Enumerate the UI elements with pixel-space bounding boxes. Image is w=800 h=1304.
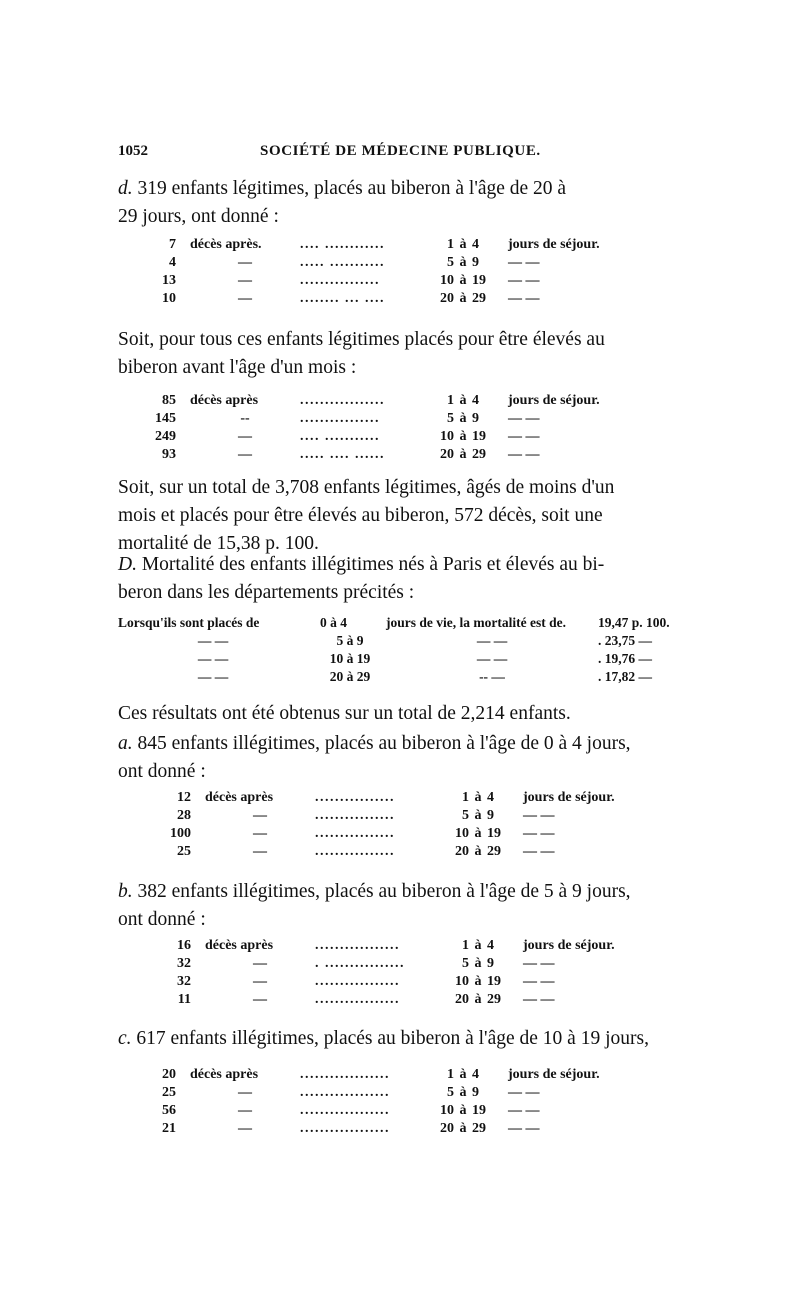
death-count: 25 [177, 844, 191, 859]
row-suffix: — — [508, 447, 540, 462]
death-count: 11 [177, 992, 191, 1007]
range-start: 10 [440, 1103, 454, 1118]
paragraph-line: 617 enfants illégitimes, placés au biberon à l'âge de 10 à 19 jours, [131, 1028, 649, 1049]
death-count: 32 [177, 974, 191, 989]
mortality-rate: 19,47 p. 100. [598, 615, 670, 630]
table-row [165, 789, 655, 807]
range-start: 5 [447, 411, 454, 426]
paragraph-a [118, 730, 693, 786]
range-separator: à [474, 956, 482, 971]
row-suffix: — — [508, 255, 540, 270]
range-start: 20 [440, 291, 454, 306]
row-suffix: jours de séjour. [523, 938, 615, 953]
range-end: 29 [487, 992, 501, 1007]
table-row [165, 973, 655, 991]
leader-dots: ................. [315, 938, 400, 953]
range-end: 19 [472, 273, 486, 288]
row-word: décès après [190, 1067, 259, 1082]
range-separator: à [459, 255, 467, 270]
paragraph-line: ont donné : [118, 909, 206, 930]
death-count: 28 [177, 808, 191, 823]
leader-dots: ..... ........... [300, 255, 385, 270]
range-separator: à [474, 790, 482, 805]
death-count: 7 [169, 237, 176, 252]
row-word: décès après [205, 938, 274, 953]
range-end: 4 [487, 938, 494, 953]
mortality-rate: . 23,75 — [598, 633, 652, 648]
range-end: 19 [472, 429, 486, 444]
leader-dots: ................. [315, 992, 400, 1007]
range-start: 20 [440, 1121, 454, 1136]
range-end: 9 [472, 255, 479, 270]
row-word: — [238, 447, 252, 462]
range-end: 29 [472, 291, 486, 306]
range-separator: à [474, 938, 482, 953]
paragraph-line: 382 enfants illégitimes, placés au biberon à l'âge de 5 à 9 jours, [132, 881, 631, 902]
range-separator: à [459, 447, 467, 462]
mortality-row [118, 668, 693, 686]
row-word: — [253, 844, 267, 859]
running-title: SOCIÉTÉ DE MÉDECINE PUBLIQUE. [260, 143, 541, 159]
table-a-deaths [165, 789, 655, 861]
range-separator: à [459, 291, 467, 306]
row-word: — [238, 1085, 252, 1100]
range-end: 19 [472, 1103, 486, 1118]
paragraph-line: Soit, pour tous ces enfants légitimes placés pour être élevés au [118, 329, 605, 350]
mortality-row [118, 632, 693, 650]
range-separator: à [459, 393, 467, 408]
row-word: — [253, 956, 267, 971]
table-row [165, 991, 655, 1009]
table-row [165, 955, 655, 973]
leader-dots: ................ [300, 411, 380, 426]
leader-dots: .................. [300, 1121, 390, 1136]
paragraph-total [118, 474, 693, 558]
table-row [150, 272, 650, 290]
range-start: 1 [462, 790, 469, 805]
range-end: 19 [487, 974, 501, 989]
leader-dots: .................. [300, 1085, 390, 1100]
row-tail: jours de vie, la mortalité est de. [386, 615, 566, 630]
row-suffix: jours de séjour. [508, 1067, 600, 1082]
row-suffix: jours de séjour. [508, 237, 600, 252]
row-suffix: — — [508, 1103, 540, 1118]
mortality-rate: . 19,76 — [598, 651, 652, 666]
death-count: 4 [169, 255, 176, 270]
range-separator: à [459, 273, 467, 288]
row-suffix: — — [508, 1121, 540, 1136]
leader-dots: ................ [315, 808, 395, 823]
range-start: 10 [455, 826, 469, 841]
leader-dots: .... ............ [300, 237, 385, 252]
row-lead: — — [197, 669, 229, 684]
death-count: 56 [162, 1103, 176, 1118]
leader-dots: . ................ [315, 956, 405, 971]
table-row [150, 254, 650, 272]
paragraph-line: ont donné : [118, 761, 206, 782]
death-count: 32 [177, 956, 191, 971]
age-range: 0 à 4 [320, 615, 347, 630]
table-row [150, 1066, 640, 1084]
row-suffix: — — [523, 844, 555, 859]
range-separator: à [459, 237, 467, 252]
row-suffix: — — [508, 291, 540, 306]
paragraph-line: 845 enfants illégitimes, placés au biberon à l'âge de 0 à 4 jours, [132, 733, 631, 754]
range-separator: à [459, 1067, 467, 1082]
row-suffix: jours de séjour. [523, 790, 615, 805]
row-lead: — — [197, 633, 229, 648]
table-row [150, 1120, 640, 1138]
range-end: 19 [487, 826, 501, 841]
range-end: 29 [472, 447, 486, 462]
row-word: — [253, 808, 267, 823]
paragraph-D [118, 551, 693, 607]
range-start: 20 [455, 992, 469, 1007]
paragraph-d [118, 175, 693, 231]
paragraph-line: Soit, sur un total de 3,708 enfants légitimes, âgés de moins d'un [118, 477, 615, 498]
row-suffix: — — [508, 1085, 540, 1100]
range-separator: à [459, 411, 467, 426]
range-end: 29 [472, 1121, 486, 1136]
leader-dots: ................. [315, 974, 400, 989]
row-word: décès après. [190, 237, 262, 252]
mortality-rate: . 17,82 — [598, 669, 652, 684]
age-range: 20 à 29 [329, 669, 371, 684]
table-d-deaths [150, 236, 650, 308]
table-row [150, 446, 650, 464]
death-count: 12 [177, 790, 191, 805]
mortality-table [118, 614, 693, 686]
range-end: 9 [472, 1085, 479, 1100]
range-end: 4 [472, 393, 479, 408]
row-suffix: jours de séjour. [508, 393, 600, 408]
row-word: décès après [190, 393, 259, 408]
row-suffix: — — [508, 273, 540, 288]
range-start: 5 [447, 255, 454, 270]
row-word: — [238, 429, 252, 444]
range-separator: à [474, 826, 482, 841]
range-separator: à [474, 808, 482, 823]
row-word: — [238, 1121, 252, 1136]
page-header [118, 143, 693, 167]
range-end: 4 [487, 790, 494, 805]
row-word: décès après [205, 790, 274, 805]
table-row [150, 236, 650, 254]
range-start: 1 [447, 1067, 454, 1082]
age-range: 10 à 19 [329, 651, 371, 666]
table-row [165, 807, 655, 825]
paragraph-line: biberon avant l'âge d'un mois : [118, 357, 357, 378]
leader-dots: ................ [300, 273, 380, 288]
range-separator: à [474, 974, 482, 989]
range-start: 5 [462, 956, 469, 971]
leader-dots: .... ........... [300, 429, 380, 444]
range-start: 5 [462, 808, 469, 823]
paragraph-soit-1 [118, 326, 693, 382]
row-tail: — — [476, 633, 508, 648]
range-start: 1 [462, 938, 469, 953]
range-end: 29 [487, 844, 501, 859]
leader-dots: .................. [300, 1067, 390, 1082]
row-suffix: — — [523, 808, 555, 823]
row-suffix: — — [508, 411, 540, 426]
row-suffix: — — [523, 826, 555, 841]
death-count: 93 [162, 447, 176, 462]
leader-dots: ................ [315, 790, 395, 805]
paragraph-line: 319 enfants légitimes, placés au biberon à l'âge de 20 à [132, 178, 567, 199]
range-start: 10 [440, 429, 454, 444]
table-row [150, 290, 650, 308]
table-row [150, 410, 650, 428]
paragraph-line: Mortalité des enfants illégitimes nés à Paris et élevés au bi- [136, 554, 605, 575]
range-start: 5 [447, 1085, 454, 1100]
death-count: 16 [177, 938, 191, 953]
paragraph-label: a. [118, 733, 133, 754]
death-count: 100 [170, 826, 191, 841]
paragraph-label: b. [118, 881, 133, 902]
leader-dots: ................ [315, 844, 395, 859]
range-end: 9 [487, 956, 494, 971]
range-separator: à [474, 992, 482, 1007]
row-suffix: — — [508, 429, 540, 444]
paragraph-label: c. [118, 1028, 132, 1049]
row-tail: -- — [479, 669, 505, 684]
range-separator: à [459, 1103, 467, 1118]
range-start: 10 [455, 974, 469, 989]
table-row [165, 937, 655, 955]
death-count: 13 [162, 273, 176, 288]
mortality-row [118, 614, 693, 632]
table-row [150, 392, 650, 410]
range-separator: à [459, 1085, 467, 1100]
paragraph-line: Ces résultats ont été obtenus sur un total de 2,214 enfants. [118, 703, 571, 724]
paragraph-line: mois et placés pour être élevés au biberon, 572 décès, soit une [118, 505, 603, 526]
page-number: 1052 [118, 143, 148, 159]
row-lead: — — [197, 651, 229, 666]
paragraph-b [118, 878, 693, 934]
paragraph-line: mortalité de 15,38 p. 100. [118, 533, 319, 554]
leader-dots: ................. [300, 393, 385, 408]
death-count: 249 [155, 429, 176, 444]
paragraph-results [118, 700, 693, 728]
death-count: 10 [162, 291, 176, 306]
age-range: 5 à 9 [336, 633, 364, 648]
death-count: 85 [162, 393, 176, 408]
range-end: 4 [472, 1067, 479, 1082]
table-row [150, 1084, 640, 1102]
range-start: 1 [447, 393, 454, 408]
row-suffix: — — [523, 956, 555, 971]
table-row [150, 1102, 640, 1120]
row-word: — [238, 255, 252, 270]
range-end: 9 [472, 411, 479, 426]
range-start: 10 [440, 273, 454, 288]
paragraph-line: 29 jours, ont donné : [118, 206, 279, 227]
range-separator: à [474, 844, 482, 859]
leader-dots: ................ [315, 826, 395, 841]
row-word: -- [240, 411, 250, 426]
mortality-row [118, 650, 693, 668]
range-end: 4 [472, 237, 479, 252]
row-tail: — — [476, 651, 508, 666]
table-row [165, 825, 655, 843]
range-end: 9 [487, 808, 494, 823]
table-c-deaths [150, 1066, 640, 1138]
row-word: — [253, 992, 267, 1007]
row-word: — [238, 1103, 252, 1118]
table-row [150, 428, 650, 446]
row-suffix: — — [523, 974, 555, 989]
death-count: 21 [162, 1121, 176, 1136]
range-start: 1 [447, 237, 454, 252]
leader-dots: ........ ... .... [300, 291, 385, 306]
row-word: — [253, 826, 267, 841]
range-start: 20 [455, 844, 469, 859]
row-word: — [253, 974, 267, 989]
row-word: — [238, 291, 252, 306]
paragraph-line: beron dans les départements précités : [118, 582, 415, 603]
death-count: 25 [162, 1085, 176, 1100]
paragraph-label: D. [118, 554, 137, 575]
range-start: 20 [440, 447, 454, 462]
range-separator: à [459, 1121, 467, 1136]
death-count: 20 [162, 1067, 176, 1082]
leader-dots: ..... .... ...... [300, 447, 385, 462]
death-count: 145 [155, 411, 176, 426]
row-suffix: — — [523, 992, 555, 1007]
table-soit-deaths [150, 392, 650, 464]
table-b-deaths [165, 937, 655, 1009]
row-word: — [238, 273, 252, 288]
leader-dots: .................. [300, 1103, 390, 1118]
table-row [165, 843, 655, 861]
range-separator: à [459, 429, 467, 444]
paragraph-label: d. [118, 178, 133, 199]
row-lead: Lorsqu'ils sont placés de [118, 615, 260, 630]
paragraph-c [118, 1025, 693, 1053]
